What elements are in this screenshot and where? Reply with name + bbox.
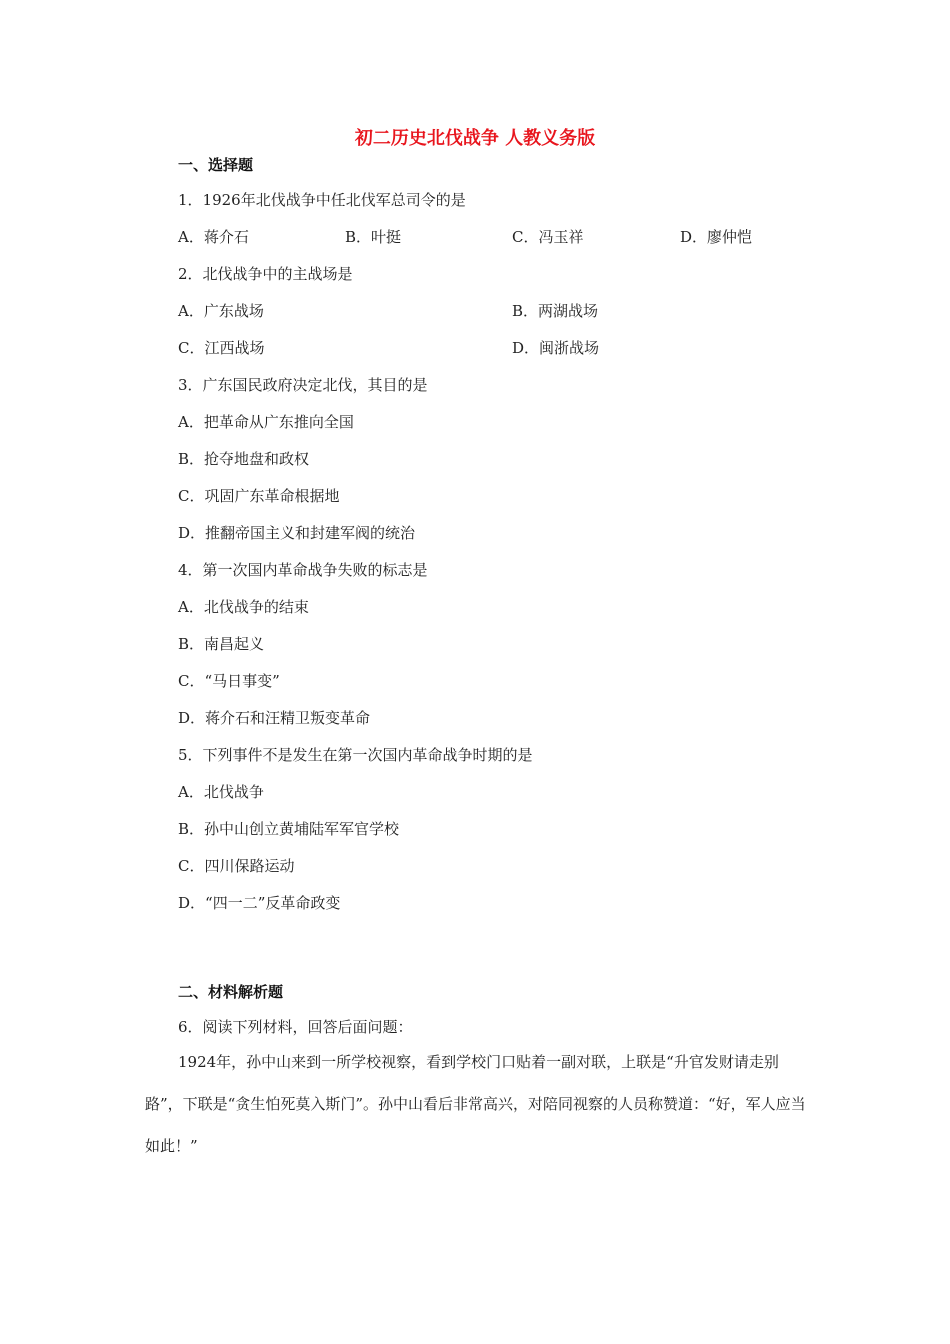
question-4-option-d: D．蒋介石和汪精卫叛变革命 bbox=[178, 709, 371, 727]
question-3-option-d: D．推翻帝国主义和封建军阀的统治 bbox=[178, 524, 416, 542]
question-3-stem: 3．广东国民政府决定北伐，其目的是 bbox=[178, 376, 428, 394]
question-4-stem: 4．第一次国内革命战争失败的标志是 bbox=[178, 561, 428, 579]
document-title: 初二历史北伐战争 人教义务版 bbox=[354, 128, 596, 149]
question-3-option-a: A．把革命从广东推向全国 bbox=[178, 413, 354, 431]
material-text: 1924年，孙中山来到一所学校视察，看到学校门口贴着一副对联，上联是“升官发财请走别路”，下联是“贪生怕死莫入斯门”。孙中山看后非常高兴，对陪同视察的人员称赞道：“好，军人应当如此！” bbox=[145, 1053, 806, 1155]
question-1-option-a: A．蒋介石 bbox=[178, 228, 249, 246]
question-5-option-d: D．“四一二”反革命政变 bbox=[178, 894, 341, 912]
question-5-option-c: C．四川保路运动 bbox=[178, 857, 295, 875]
question-3-option-c: C．巩固广东革命根据地 bbox=[178, 487, 340, 505]
question-4-option-a: A．北伐战争的结束 bbox=[178, 598, 309, 616]
question-1-option-d: D．廖仲恺 bbox=[680, 228, 753, 246]
question-2-stem: 2．北伐战争中的主战场是 bbox=[178, 265, 353, 283]
question-1-option-c: C．冯玉祥 bbox=[512, 228, 584, 246]
material-paragraph bbox=[145, 1041, 807, 1167]
question-2-option-b: B．两湖战场 bbox=[512, 302, 599, 320]
section-heading-choice: 一、选择题 bbox=[178, 156, 254, 174]
question-5-option-b: B．孙中山创立黄埔陆军军官学校 bbox=[178, 820, 400, 838]
question-3-option-b: B．抢夺地盘和政权 bbox=[178, 450, 310, 468]
question-1-stem: 1．1926年北伐战争中任北伐军总司令的是 bbox=[178, 191, 466, 209]
section-heading-material: 二、材料解析题 bbox=[178, 983, 284, 1001]
question-6-stem: 6．阅读下列材料，回答后面问题： bbox=[178, 1018, 413, 1036]
question-4-option-c: C．“马日事变” bbox=[178, 672, 280, 690]
question-2-option-c: C．江西战场 bbox=[178, 339, 265, 357]
question-5-option-a: A．北伐战争 bbox=[178, 783, 264, 801]
question-5-stem: 5．下列事件不是发生在第一次国内革命战争时期的是 bbox=[178, 746, 533, 764]
question-4-option-b: B．南昌起义 bbox=[178, 635, 265, 653]
question-2-option-a: A．广东战场 bbox=[178, 302, 264, 320]
question-1-option-b: B．叶挺 bbox=[345, 228, 402, 246]
question-2-option-d: D．闽浙战场 bbox=[512, 339, 600, 357]
